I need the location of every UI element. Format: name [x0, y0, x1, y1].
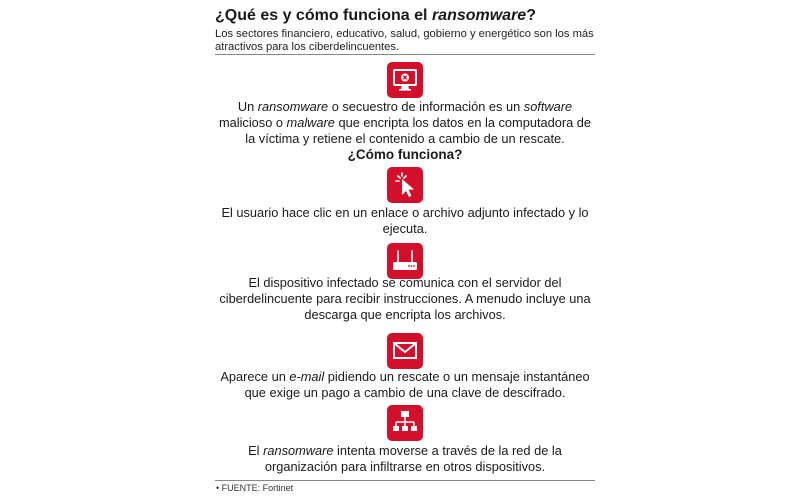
router-icon	[387, 243, 423, 279]
cursor-click-icon	[387, 167, 423, 203]
step-2-text: El dispositivo infectado se comunica con el servidor del ciberdelincuente para recibir instrucciones. A menudo incluye una descarga que encripta los archivos.	[219, 275, 591, 322]
header-divider	[215, 54, 595, 55]
page-subtitle: Los sectores financiero, educativo, salud, gobierno y energético son los más atractivos para los ciberdelincuentes.	[215, 28, 594, 53]
step-4-text: El ransomware intenta moverse a través de la red de la organización para infiltrarse en otros dispositivos.	[248, 443, 562, 474]
how-heading: ¿Cómo funciona?	[347, 147, 463, 162]
title-prefix: ¿Qué es y cómo funciona el	[215, 7, 432, 24]
intro-text: Un ransomware o secuestro de información es un software malicioso o malware que encripta los datos en la computadora de la víctima y retiene el contenido a cambio de un rescate.	[218, 99, 592, 146]
network-icon	[387, 405, 423, 441]
step-3-text: Aparece un e-mail pidiendo un rescate o un mensaje instantáneo que exige un pago a cambio de una clave de descifrado.	[220, 369, 590, 400]
envelope-icon	[387, 333, 423, 369]
footer-divider	[215, 480, 595, 481]
source-footer: • FUENTE: Fortinet	[216, 483, 294, 493]
page-title	[215, 6, 595, 26]
header	[215, 6, 595, 54]
monitor-error-icon	[387, 62, 423, 98]
step-1-text: El usuario hace clic en un enlace o archivo adjunto infectado y lo ejecuta.	[221, 205, 589, 236]
title-suffix: ?	[526, 7, 536, 24]
title-emphasis: ransomware	[431, 7, 527, 24]
